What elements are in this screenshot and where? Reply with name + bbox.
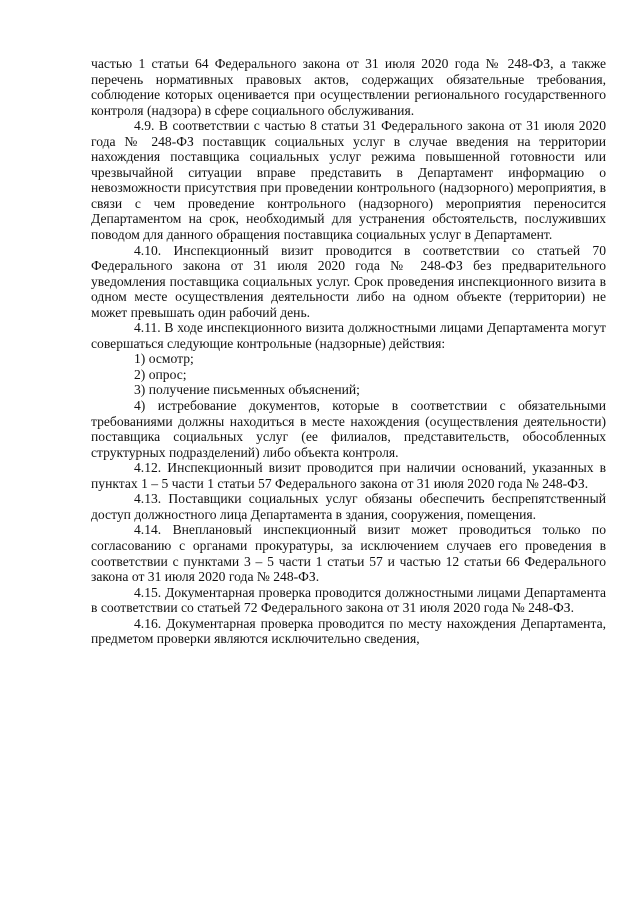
paragraph-4-12: 4.12. Инспекционный визит проводится при наличии оснований, указанных в пунктах 1 – 5 части 1 статьи 57 Федерального закона от 31 июля 2020 года № 248-ФЗ. xyxy=(91,460,606,491)
list-item-survey: 2) опрос; xyxy=(134,366,187,382)
list-item-documents: 4) истребование документов, которые в соответствии с обязательными требованиями должны находиться в месте нахождения (осуществления деятельности) поставщика социальных услуг (ее филиалов, представительств, обособленных структурных подразделений) либо объекта контроля. xyxy=(91,398,606,460)
paragraph-continuation: частью 1 статьи 64 Федерального закона от 31 июля 2020 года № 248-ФЗ, а также перечень нормативных правовых актов, содержащих обязательные требования, соблюдение которых оценивается при осуществлении регионального государственного контроля (надзора) в сфере социального обслуживания. xyxy=(91,56,606,118)
list-item-inspection: 1) осмотр; xyxy=(134,351,194,367)
paragraph-4-14: 4.14. Внеплановый инспекционный визит может проводиться только по согласованию с органами прокуратуры, за исключением случаев его проведения в соответствии с пунктами 3 – 5 части 1 статьи 57 и частью 12 статьи 66 Федерального закона от 31 июля 2020 года № 248-ФЗ. xyxy=(91,522,606,585)
paragraph-4-13: 4.13. Поставщики социальных услуг обязаны обеспечить беспрепятственный доступ должностного лица Департамента в здания, сооружения, помещения. xyxy=(91,491,606,522)
paragraph-4-15: 4.15. Документарная проверка проводится должностными лицами Департамента в соответствии со статьей 72 Федерального закона от 31 июля 2020 года № 248-ФЗ. xyxy=(91,584,606,616)
list-item-explanations: 3) получение письменных объяснений; xyxy=(134,382,360,398)
paragraph-4-9: 4.9. В соответствии с частью 8 статьи 31 Федерального закона от 31 июля 2020 года № 248-ФЗ поставщик социальных услуг в случае введения на территории нахождения поставщика социальных услуг режима повышенной готовности или чрезвычайной ситуации вправе представить в Департамент информацию о невозможности присутствия при проведении контрольного (надзорного) мероприятия, в связи с чем проведение контрольного (надзорного) мероприятия переносится Департаментом на срок, необходимый для устранения обстоятельств, послуживших поводом для данного обращения поставщика социальных услуг в Департамент. xyxy=(91,118,606,243)
document-page xyxy=(91,56,606,647)
paragraph-4-10: 4.10. Инспекционный визит проводится в соответствии со статьей 70 Федерального закона от 31 июля 2020 года № 248-ФЗ без предварительного уведомления поставщика социальных услуг. Срок проведения инспекционного визита в одном месте осуществления деятельности либо на одном объекте (территории) не может превышать один рабочий день. xyxy=(91,242,606,320)
paragraph-4-11: 4.11. В ходе инспекционного визита должностными лицами Департамента могут совершаться следующие контрольные (надзорные) действия: xyxy=(91,320,606,351)
paragraph-4-16: 4.16. Документарная проверка проводится по месту нахождения Департамента, предметом проверки являются исключительно сведения, xyxy=(91,615,606,647)
